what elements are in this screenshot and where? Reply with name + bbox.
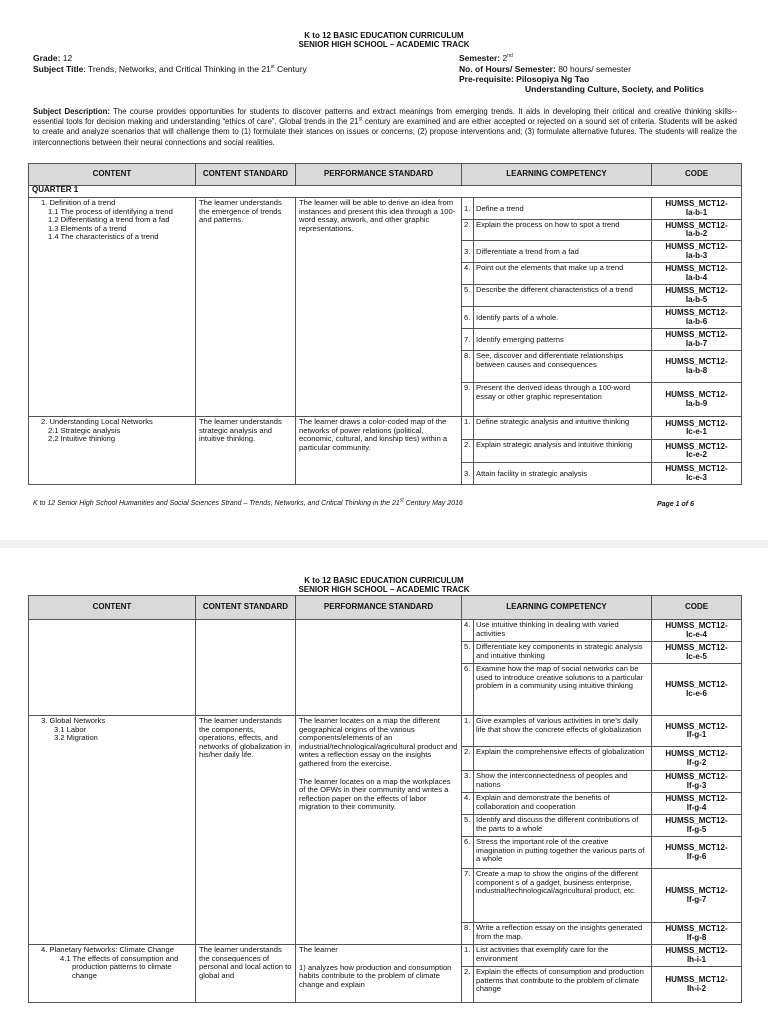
header-content: CONTENT xyxy=(29,164,196,186)
competency-number: 7. xyxy=(462,869,474,923)
competency-number: 1. xyxy=(462,417,474,440)
content-item: 1.1 The process of identifying a trend xyxy=(48,206,173,216)
competency-code: HUMSS_MCT12- If-g-4 xyxy=(652,793,742,815)
grade-line xyxy=(33,53,72,63)
quarter-label: QUARTER 1 xyxy=(29,186,742,198)
competency-number: 5. xyxy=(462,285,474,307)
subject-value: : Trends, Networks, and Critical Thinking in the 21 xyxy=(83,64,271,74)
competency-text: Define a trend xyxy=(474,198,652,220)
competency-code: HUMSS_MCT12- Ia-b-4 xyxy=(652,263,742,285)
competency-code: HUMSS_MCT12- Ic-e-4 xyxy=(652,620,742,642)
competency-code: HUMSS_MCT12- If-g-5 xyxy=(652,815,742,837)
performance-standard-paragraph: 1) analyzes how production and consumption habits contribute to the problem of climate change and explain xyxy=(299,962,452,989)
content-cell xyxy=(29,198,196,417)
prerequisite-label: Pre-requisite: xyxy=(459,74,514,84)
semester-label: Semester: xyxy=(459,53,501,63)
competency-number: 2. xyxy=(462,967,474,1003)
competency-text: Examine how the map of social networks can be used to introduce creative solutions to a particular problem in a community using intuitive thinking xyxy=(474,664,652,716)
competency-number: 8. xyxy=(462,923,474,945)
table-header-row xyxy=(29,164,742,186)
document-page-2 xyxy=(0,548,768,1024)
competency-text: Point out the elements that make up a trend xyxy=(474,263,652,285)
grade-label: Grade: xyxy=(33,53,61,63)
curriculum-table-page-1 xyxy=(28,163,742,485)
page-footer: K to 12 Senior High School Humanities and Social Sciences Strand – Trends, Networks, and Critical Thinking in the 21st Century May 2016 xyxy=(33,497,463,507)
subject-description: Subject Description: The course provides opportunities for students to discover patterns and extract meanings from emerging trends. It aids in developing their critical and creative thinking skills-- essential tools for decision making and understanding “ethics of care”. Global trends in the 21st century are examined and are either accepted or rejected on a sound set of criteria. Students will be asked to create and analyze scenarios that will challenge them to (1) formulate their stances on issues or concerns; (2) propose interventions and; (3) formulate alternative futures. The students will realize the interconnections between their neural connections and social realities. xyxy=(33,107,737,147)
competency-number: 3. xyxy=(462,241,474,263)
content-cell xyxy=(29,417,196,485)
competency-number: 1. xyxy=(462,198,474,220)
competency-text: Explain the comprehensive effects of globalization xyxy=(474,747,652,771)
content-item: 2.1 Strategic analysis xyxy=(48,425,121,435)
competency-number: 7. xyxy=(462,329,474,351)
competency-code: HUMSS_MCT12- If-g-3 xyxy=(652,771,742,793)
competency-text: Define strategic analysis and intuitive thinking xyxy=(474,417,652,440)
semester-value: 2 xyxy=(502,53,508,63)
performance-standard-cell xyxy=(296,716,462,945)
competency-number: 6. xyxy=(462,664,474,716)
content-item: 3.1 Labor xyxy=(54,724,87,734)
competency-code: HUMSS_MCT12- Ia-b-3 xyxy=(652,241,742,263)
competency-code: HUMSS_MCT12- Ic-e-6 xyxy=(652,664,742,716)
description-label: Subject Description: xyxy=(33,107,110,116)
competency-code: HUMSS_MCT12- Ia-b-6 xyxy=(652,307,742,329)
competency-code: HUMSS_MCT12- Ia-b-7 xyxy=(652,329,742,351)
competency-code: HUMSS_MCT12- If-g-7 xyxy=(652,869,742,923)
header-content-standard: CONTENT STANDARD xyxy=(196,164,296,186)
competency-text: Present the derived ideas through a 100-word essay or other graphic representation xyxy=(474,383,652,417)
competency-number: 3. xyxy=(462,463,474,485)
hours-line xyxy=(459,64,631,74)
competency-code: HUMSS_MCT12- Ic-e-3 xyxy=(652,463,742,485)
table-row xyxy=(29,945,742,967)
header-content: CONTENT xyxy=(29,596,196,620)
curriculum-title: K to 12 BASIC EDUCATION CURRICULUM xyxy=(304,31,464,40)
competency-number: 6. xyxy=(462,307,474,329)
header-learning-competency: LEARNING COMPETENCY xyxy=(462,596,652,620)
competency-text: See, discover and differentiate relationships between causes and consequences xyxy=(474,351,652,383)
competency-number: 4. xyxy=(462,620,474,642)
header-code: CODE xyxy=(652,596,742,620)
performance-standard-paragraph: The learner xyxy=(299,945,338,954)
content-item: 1.4 The characteristics of a trend xyxy=(48,232,159,242)
competency-text: List activities that exemplify care for the environment xyxy=(474,945,652,967)
table-row xyxy=(29,417,742,440)
table-row xyxy=(29,620,742,642)
competency-code: HUMSS_MCT12- Ic-e-5 xyxy=(652,642,742,664)
header-content-standard: CONTENT STANDARD xyxy=(196,596,296,620)
table-row xyxy=(29,198,742,220)
performance-standard-paragraph: The learner locates on a map the different geographical origins of the various components/elements of an industrial/technological/agricultural product and writes a reflection essay on the insights gathered from the exercise. xyxy=(299,716,458,768)
track-title: SENIOR HIGH SCHOOL – ACADEMIC TRACK xyxy=(298,585,470,594)
track-title: SENIOR HIGH SCHOOL – ACADEMIC TRACK xyxy=(298,40,470,49)
competency-code: HUMSS_MCT12- Ia-b-8 xyxy=(652,351,742,383)
table-header-row xyxy=(29,596,742,620)
subject-line: Subject Title: Trends, Networks, and Critical Thinking in the 21st Century xyxy=(33,64,307,74)
content-item: 2.2 Intuitive thinking xyxy=(48,434,116,444)
content-item: 3.2 Migration xyxy=(54,733,98,743)
competency-code: HUMSS_MCT12- Ia-b-9 xyxy=(652,383,742,417)
content-cell xyxy=(29,716,196,945)
content-item: 1.2 Differentiating a trend from a fad xyxy=(48,215,170,225)
content-cell xyxy=(29,620,196,716)
performance-standard-cell: The learner draws a color-coded map of the networks of power relations (political, economic, cultural, and kinship ties) within a particular community. xyxy=(296,417,462,485)
competency-text: Give examples of various activities in one’s daily life that show the concrete effects of globalization xyxy=(474,716,652,747)
header-performance-standard: PERFORMANCE STANDARD xyxy=(296,164,462,186)
competency-code: HUMSS_MCT12- Ia-b-2 xyxy=(652,220,742,241)
content-standard-cell xyxy=(196,620,296,716)
competency-code: HUMSS_MCT12- Ia-b-1 xyxy=(652,198,742,220)
competency-number: 4. xyxy=(462,793,474,815)
competency-text: Show the interconnectedness of peoples and nations xyxy=(474,771,652,793)
competency-code: HUMSS_MCT12- Ih-i-2 xyxy=(652,967,742,1003)
prerequisite-line xyxy=(459,74,589,84)
competency-text: Use intuitive thinking in dealing with varied activities xyxy=(474,620,652,642)
competency-code: HUMSS_MCT12- Ia-b-5 xyxy=(652,285,742,307)
competency-text: Write a reflection essay on the insights generated from the map. xyxy=(474,923,652,945)
competency-number: 6. xyxy=(462,837,474,869)
competency-number: 5. xyxy=(462,642,474,664)
competency-code: HUMSS_MCT12- Ih-i-1 xyxy=(652,945,742,967)
competency-code: HUMSS_MCT12- Ic-e-2 xyxy=(652,440,742,463)
competency-number: 9. xyxy=(462,383,474,417)
content-standard-cell: The learner understands strategic analysis and intuitive thinking. xyxy=(196,417,296,485)
performance-standard-cell xyxy=(296,945,462,1003)
performance-standard-cell: The learner will be able to derive an idea from instances and present this idea through a 100-word essay, artwork, and other graphic representations. xyxy=(296,198,462,417)
competency-number: 2. xyxy=(462,440,474,463)
page-number: Page 1 of 6 xyxy=(657,501,694,508)
competency-text: Explain and demonstrate the benefits of collaboration and cooperation xyxy=(474,793,652,815)
content-title: 3. Global Networks xyxy=(41,716,106,725)
hours-value: 80 hours/ semester xyxy=(558,64,631,74)
content-title: 1. Definition of a trend xyxy=(41,198,116,207)
competency-number: 3. xyxy=(462,771,474,793)
competency-number: 8. xyxy=(462,351,474,383)
header-performance-standard: PERFORMANCE STANDARD xyxy=(296,596,462,620)
content-standard-cell: The learner understands the components, operations, effects, and networks of globalization in his/her daily life. xyxy=(196,716,296,945)
content-standard-cell: The learner understands the consequences of personal and local action to global and xyxy=(196,945,296,1003)
performance-standard-cell xyxy=(296,620,462,716)
semester-line: Semester: 2nd xyxy=(459,53,513,63)
competency-text: Differentiate a trend from a fad xyxy=(474,241,652,263)
competency-text: Describe the different characteristics of a trend xyxy=(474,285,652,307)
curriculum-title: K to 12 BASIC EDUCATION CURRICULUM xyxy=(304,576,464,585)
competency-text: Identify emerging patterns xyxy=(474,329,652,351)
prerequisite-line-2 xyxy=(525,84,704,94)
curriculum-table-page-2 xyxy=(28,595,742,1003)
page-separator xyxy=(0,540,768,548)
content-title: 4. Planetary Networks: Climate Change xyxy=(41,945,174,954)
competency-text: Differentiate key components in strategic analysis and intuitive thinking xyxy=(474,642,652,664)
competency-number: 4. xyxy=(462,263,474,285)
subject-label: Subject Title xyxy=(33,64,84,74)
competency-number: 2. xyxy=(462,747,474,771)
competency-code: HUMSS_MCT12- If-g-6 xyxy=(652,837,742,869)
competency-text: Explain the effects of consumption and production patterns that contribute to the problem of climate change xyxy=(474,967,652,1003)
grade-value: 12 xyxy=(62,53,73,63)
competency-number: 1. xyxy=(462,716,474,747)
competency-text: Attain facility in strategic analysis xyxy=(474,463,652,485)
competency-number: 1. xyxy=(462,945,474,967)
competency-number: 2. xyxy=(462,220,474,241)
content-title: 2. Understanding Local Networks xyxy=(41,417,153,426)
competency-text: Explain strategic analysis and intuitive thinking xyxy=(474,440,652,463)
table-row xyxy=(29,716,742,747)
competency-text: Identify parts of a whole. xyxy=(474,307,652,329)
competency-text: Identify and discuss the different contributions of the parts to a whole xyxy=(474,815,652,837)
hours-label: No. of Hours/ Semester: xyxy=(459,64,556,74)
competency-number: 5. xyxy=(462,815,474,837)
header-code: CODE xyxy=(652,164,742,186)
competency-code: HUMSS_MCT12- If-g-2 xyxy=(652,747,742,771)
content-item: 1.3 Elements of a trend xyxy=(48,223,127,233)
competency-text: Explain the process on how to spot a trend xyxy=(474,220,652,241)
content-standard-cell: The learner understands the emergence of trends and patterns. xyxy=(196,198,296,417)
prerequisite-value-1: Pilosopiya Ng Tao xyxy=(516,74,590,84)
prerequisite-value-2: Understanding Culture, Society, and Politics xyxy=(525,84,704,94)
competency-text: Create a map to show the origins of the different component s of a gadget, business enterprise, industrial/technological/agricultural product, etc. xyxy=(474,869,652,923)
content-cell xyxy=(29,945,196,1003)
quarter-row xyxy=(29,186,742,198)
content-item: 4.1 The effects of consumption and production patterns to climate change xyxy=(60,953,179,980)
competency-text: Stress the important role of the creative imagination in putting together the various parts of a whole xyxy=(474,837,652,869)
performance-standard-paragraph: The learner locates on a map the workplaces of the OFWs in their community and writes a reflection paper on the effects of labor migration to their community. xyxy=(299,776,451,812)
competency-code: HUMSS_MCT12- If-g-8 xyxy=(652,923,742,945)
competency-code: HUMSS_MCT12- If-g-1 xyxy=(652,716,742,747)
competency-code: HUMSS_MCT12- Ic-e-1 xyxy=(652,417,742,440)
header-learning-competency: LEARNING COMPETENCY xyxy=(462,164,652,186)
